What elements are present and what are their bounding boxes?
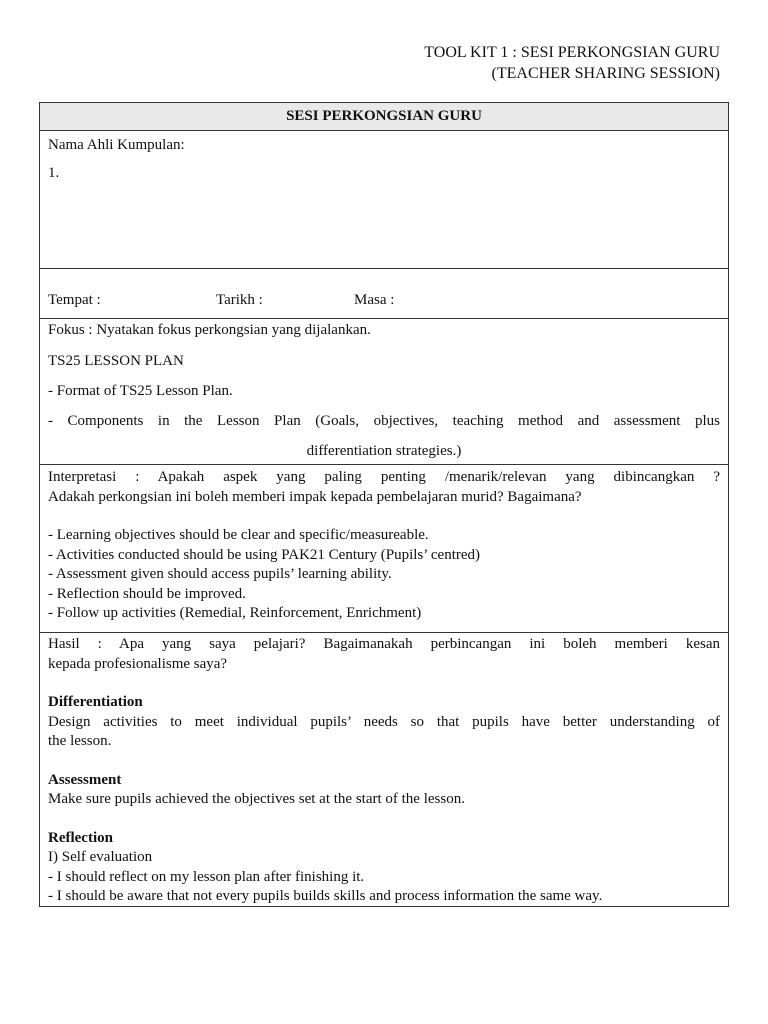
interpretation-section xyxy=(40,464,728,632)
focus-prompt: Fokus : Nyatakan fokus perkongsian yang dijalankan. xyxy=(48,322,371,338)
interpretation-bullet: - Assessment given should access pupils’ learning ability. xyxy=(48,566,392,582)
differentiation-text: Design activities to meet individual pupils’ needs so that pupils have better understanding of xyxy=(48,713,720,730)
session-meta-section xyxy=(40,268,728,318)
header-subtitle: (TEACHER SHARING SESSION) xyxy=(491,65,720,82)
outcome-section xyxy=(40,632,728,906)
interpretation-prompt-line: Interpretasi : Apakah aspek yang paling penting /menarik/relevan yang dibincangkan ? xyxy=(48,469,720,485)
differentiation-heading: Differentiation xyxy=(48,694,143,710)
differentiation-text: the lesson. xyxy=(48,733,112,749)
interpretation-bullet: - Learning objectives should be clear and specific/measureable. xyxy=(48,527,429,543)
reflection-text: - I should reflect on my lesson plan after finishing it. xyxy=(48,868,365,885)
interpretation-bullet: - Reflection should be improved. xyxy=(48,585,246,602)
group-member-item: 1. xyxy=(48,165,60,181)
interpretation-prompt-line: Adakah perkongsian ini boleh memberi impak kepada pembelajaran murid? Bagaimana? xyxy=(48,488,582,505)
focus-line: - Components in the Lesson Plan (Goals, objectives, teaching method and assessment plus xyxy=(48,413,720,429)
interpretation-bullet: - Follow up activities (Remedial, Reinforcement, Enrichment) xyxy=(48,605,422,621)
assessment-heading: Assessment xyxy=(48,771,122,788)
reflection-text: - I should be aware that not every pupils builds skills and process information the same way. xyxy=(48,888,603,904)
time-label: Masa : xyxy=(354,292,395,308)
focus-line: differentiation strategies.) xyxy=(306,443,462,459)
outcome-prompt-line: Hasil : Apa yang saya pelajari? Bagaimanakah perbincangan ini boleh memberi kesan xyxy=(48,636,720,652)
form-title: SESI PERKONGSIAN GURU xyxy=(40,103,728,130)
place-label: Tempat : xyxy=(48,292,101,308)
assessment-text: Make sure pupils achieved the objectives set at the start of the lesson. xyxy=(48,791,465,807)
outcome-prompt-line: kepada profesionalisme saya? xyxy=(48,655,228,672)
date-label: Tarikh : xyxy=(216,292,263,308)
sharing-session-form xyxy=(39,102,729,907)
reflection-heading: Reflection xyxy=(48,829,113,846)
header-toolkit-title: TOOL KIT 1 : SESI PERKONGSIAN GURU xyxy=(424,44,720,61)
group-members-section xyxy=(40,130,728,268)
interpretation-bullet: - Activities conducted should be using PAK21 Century (Pupils’ centred) xyxy=(48,546,481,563)
document-header xyxy=(424,42,720,84)
reflection-subheading: I) Self evaluation xyxy=(48,849,153,865)
focus-line: - Format of TS25 Lesson Plan. xyxy=(48,383,233,399)
group-members-label: Nama Ahli Kumpulan: xyxy=(48,137,185,153)
focus-line: TS25 LESSON PLAN xyxy=(48,353,184,369)
focus-section xyxy=(40,318,728,464)
